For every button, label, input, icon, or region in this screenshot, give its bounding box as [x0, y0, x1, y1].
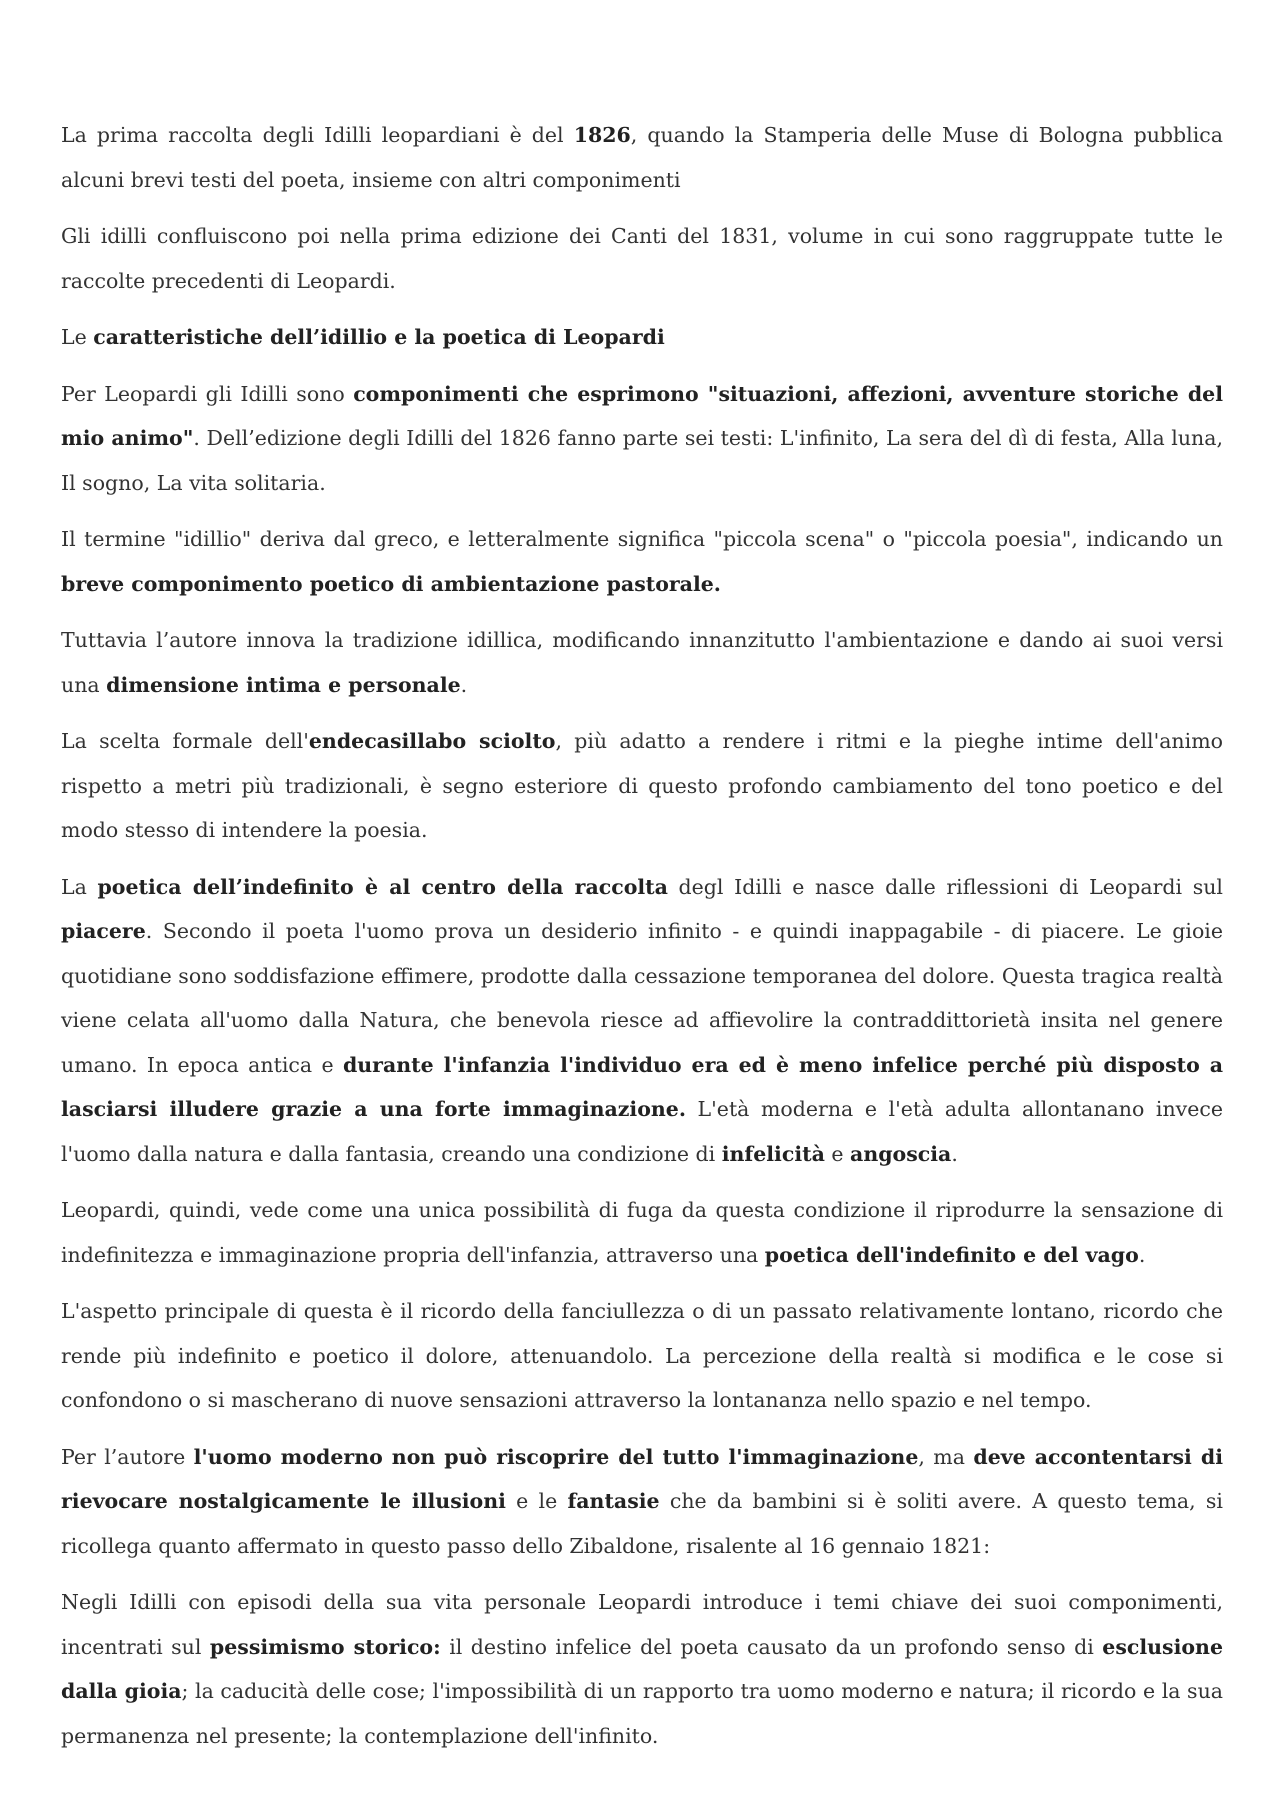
- bold-text: poetica dell’indefinito è al centro della raccolta: [97, 874, 668, 899]
- text-run: . Dell’edizione degli Idilli del 1826 fanno parte sei testi: L'infinito, La sera del dì di festa, Alla luna, Il sogno, La vita solitaria.: [61, 426, 1223, 495]
- text-run: Negli Idilli con episodi della sua vita personale Leopardi introduce i temi chiave dei suoi componimenti, incentrati sul: [61, 1590, 1223, 1659]
- text-run: , quando la Stamperia delle Muse di Bologna pubblica alcuni brevi testi del poeta, insieme con altri componimenti: [61, 123, 1223, 192]
- text-run: .: [460, 672, 468, 697]
- paragraph: [61, 618, 1223, 707]
- bold-text: componimenti che esprimono "situazioni, affezioni, avventure storiche del mio animo": [61, 381, 1223, 450]
- paragraph: [61, 1435, 1223, 1569]
- text-run: Leopardi, quindi, vede come una unica possibilità di fuga da questa condizione il riprodurre la sensazione di indefinitezza e immaginazione propria dell'infanzia, attraverso una: [61, 1198, 1223, 1267]
- bold-text: pessimismo storico:: [209, 1634, 441, 1659]
- text-run: il destino infelice del poeta causato da un profondo senso di: [440, 1634, 1103, 1659]
- bold-text: deve accontentarsi di rievocare nostalgicamente le illusioni: [61, 1444, 1223, 1513]
- text-run: L'età moderna e l'età adulta allontanano invece l'uomo dalla natura e dalla fantasia, creando una condizione di: [61, 1097, 1223, 1166]
- paragraph: [61, 719, 1223, 853]
- text-run: . Secondo il poeta l'uomo prova un desiderio infinito - e quindi inappagabile - di piacere. Le gioie quotidiane sono soddisfazione effimere, prodotte dalla cessazione temporanea del dolore. Questa tragica realtà viene celata all'uomo dalla Natura, che benevola riesce ad affievolire la contraddittorietà insita nel genere umano. In epoca antica e: [61, 919, 1223, 1077]
- paragraph: [61, 214, 1223, 303]
- paragraph: [61, 1580, 1223, 1758]
- paragraph: [61, 1289, 1223, 1423]
- bold-text: poetica dell'indefinito e del vago: [764, 1242, 1139, 1267]
- section-heading: [61, 315, 1223, 360]
- text-run: ; la caducità delle cose; l'impossibilità di un rapporto tra uomo moderno e natura; il ricordo e la sua permanenza nel presente; la contemplazione dell'infinito.: [61, 1679, 1223, 1748]
- text-run: Per Leopardi gli Idilli sono: [61, 381, 354, 406]
- bold-text: 1826: [573, 123, 631, 147]
- text-run: , ma: [918, 1444, 974, 1469]
- text-run: La: [61, 874, 98, 899]
- paragraph: [61, 113, 1223, 202]
- bold-text: l'uomo moderno non può riscoprire del tutto l'immaginazione: [193, 1444, 919, 1469]
- text-run: La scelta formale dell': [61, 729, 309, 753]
- bold-text: endecasillabo sciolto: [308, 729, 556, 753]
- text-run: Per l’autore: [61, 1444, 194, 1469]
- bold-text: caratteristiche dell’idillio e la poetica di Leopardi: [93, 325, 665, 349]
- paragraph: [61, 865, 1223, 1177]
- text-run: Le: [61, 325, 94, 349]
- bold-text: piacere: [61, 919, 146, 943]
- bold-text: esclusione dalla gioia: [61, 1634, 1224, 1703]
- text-run: L'aspetto principale di questa è il ricordo della fanciullezza o di un passato relativamente lontano, ricordo che rende più indefinito e poetico il dolore, attenuandolo. La percezione della realtà si modifica e le cose si confondono o si mascherano di nuove sensazioni attraverso la lontananza nello spazio e nel tempo.: [61, 1299, 1223, 1412]
- text-run: degl Idilli e nasce dalle riflessioni di Leopardi sul: [667, 874, 1223, 899]
- bold-text: infelicità: [721, 1141, 825, 1166]
- bold-text: fantasie: [567, 1489, 660, 1513]
- bold-text: angoscia: [850, 1141, 952, 1166]
- paragraph: [61, 1188, 1223, 1277]
- text-run: Il termine "idillio" deriva dal greco, e letteralmente significa "piccola scena" o "piccola poesia", indicando un: [61, 527, 1223, 551]
- text-run: La prima raccolta degli Idilli leopardiani è del: [61, 123, 574, 147]
- text-run: e: [824, 1141, 851, 1166]
- bold-text: breve componimento poetico di ambientazione pastorale.: [61, 571, 721, 596]
- text-run: .: [1138, 1242, 1146, 1267]
- paragraph: [61, 372, 1223, 506]
- text-run: che da bambini si è soliti avere. A questo tema, si ricollega quanto affermato in questo passo dello Zibaldone, risalente al 16 gennaio 1821:: [61, 1489, 1223, 1558]
- text-run: e le: [505, 1489, 568, 1513]
- text-run: Tuttavia l’autore innova la tradizione idillica, modificando innanzitutto l'ambientazione e dando ai suoi versi una: [61, 628, 1223, 697]
- text-run: , più adatto a rendere i ritmi e la pieghe intime dell'animo rispetto a metri più tradizionali, è segno esteriore di questo profondo cambiamento del tono poetico e del modo stesso di intendere la poesia.: [61, 729, 1223, 842]
- document-body: [61, 113, 1223, 1770]
- text-run: .: [951, 1141, 958, 1166]
- bold-text: dimensione intima e personale: [106, 672, 461, 697]
- text-run: Gli idilli confluiscono poi nella prima edizione dei Canti del 1831, volume in cui sono raggruppate tutte le raccolte precedenti di Leopardi.: [61, 224, 1223, 293]
- paragraph: [61, 517, 1223, 606]
- bold-text: durante l'infanzia l'individuo era ed è meno infelice perché più disposto a lasciarsi illudere grazie a una forte immaginazione.: [61, 1052, 1223, 1121]
